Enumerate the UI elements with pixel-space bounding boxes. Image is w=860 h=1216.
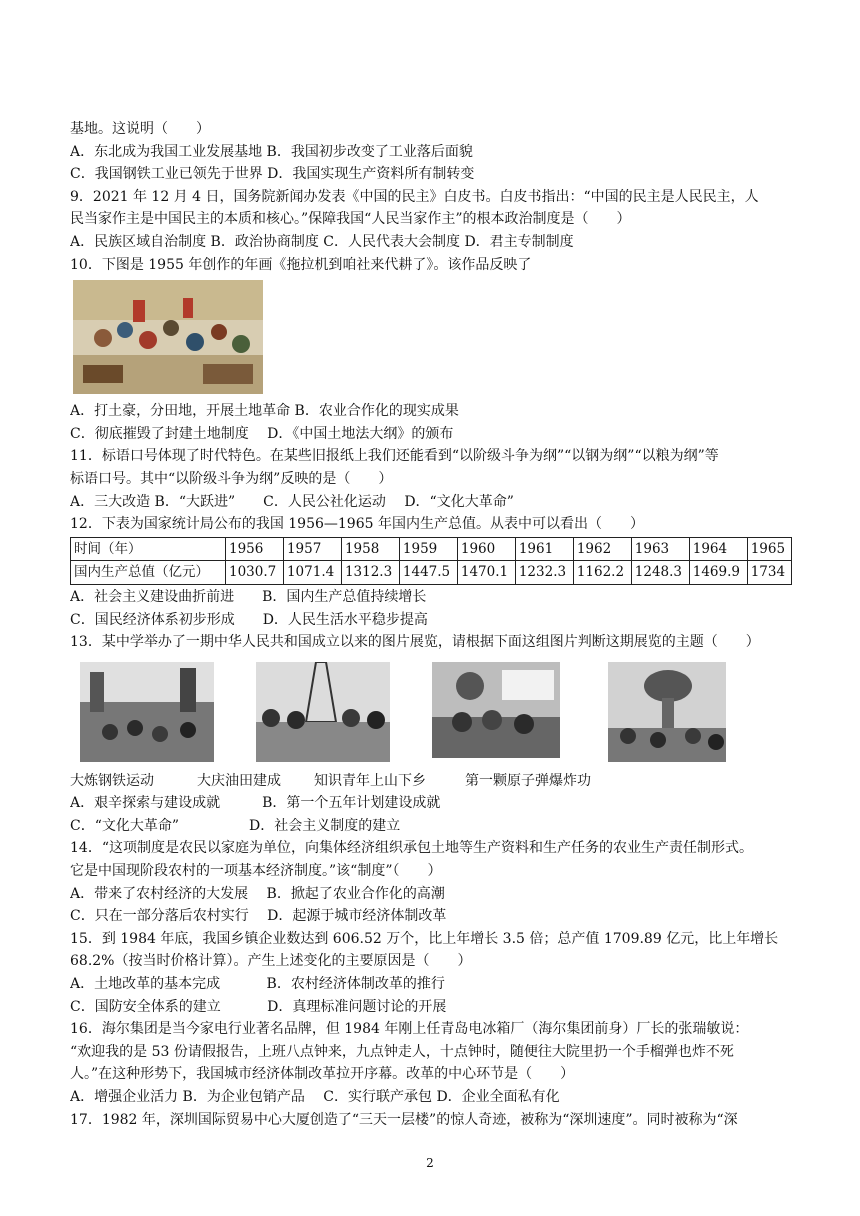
q12-stem: 12．下表为国家统计局公布的我国 1956—1965 年国内生产总值。从表中可以看出（ ） (70, 516, 644, 533)
page-number: 2 (426, 1156, 434, 1170)
q13-stem: 13．某中学举办了一期中华人民共和国成立以来的图片展览，请根据下面这组图片判断这期展览的主题（ ） (70, 634, 760, 651)
table-cell: 1958 (341, 537, 399, 561)
q10-option-ab: A．打土豪，分田地，开展土地革命 B．农业合作化的现实成果 (70, 403, 459, 420)
q16-options: A．增强企业活力 B．为企业包销产品 C．实行联产承包 D．企业全面私有化 (70, 1089, 560, 1105)
steel-campaign-photo (80, 662, 214, 762)
q9-stem-cont: 民当家作主是中国民主的本质和核心。”保障我国“人民当家作主”的根本政治制度是（ ） (70, 211, 631, 228)
table-cell: 1961 (515, 537, 573, 561)
table-cell: 1071.4 (283, 561, 341, 585)
q16-stem-cont: “欢迎我的是 53 份请假报告，上班八点钟来，九点钟走人，十点钟时，随便往大院里扔一个手榴弹也炸不死 (70, 1043, 734, 1060)
q15-option-ab: A．土地改革的基本完成 B．农村经济体制改革的推行 (70, 976, 445, 993)
table-cell: 1030.7 (226, 561, 284, 585)
table-cell: 1960 (457, 537, 515, 561)
q10-stem: 10．下图是 1955 年创作的年画《拖拉机到咱社来代耕了》。该作品反映了 (70, 256, 532, 273)
table-row (71, 537, 792, 561)
exam-page (70, 118, 792, 1131)
table-cell: 1956 (226, 537, 284, 561)
table-row (71, 561, 792, 585)
table-header-gdp: 国内生产总值（亿元） (71, 561, 226, 585)
q13-option-ab: A．艰辛探索与建设成就 B．第一个五年计划建设成就 (70, 795, 441, 812)
q8-continuation: 基地。这说明（ ） (70, 121, 210, 137)
tractor-painting-image (73, 280, 263, 394)
q8-option-cd: C．我国钢铁工业已领先于世界 D．我国实现生产资料所有制转变 (70, 166, 475, 183)
caption-daqing: 大庆油田建成 (197, 772, 281, 789)
q9-stem: 9．2021 年 12 月 4 日，国务院新闻办发表《中国的民主》白皮书。白皮书指出：“中国的民主是人民民主，人 (70, 188, 759, 205)
table-cell: 1312.3 (341, 561, 399, 585)
table-cell: 1447.5 (399, 561, 457, 585)
daqing-oilfield-photo (256, 662, 390, 762)
table-cell: 1962 (573, 537, 631, 561)
q16-stem: 16．海尔集团是当今家电行业著名品牌，但 1984 年刚上任青岛电冰箱厂（海尔集团前身）厂长的张瑞敏说： (70, 1021, 749, 1038)
gdp-table (70, 537, 792, 585)
q15-option-cd: C．国防安全体系的建立 D．真理标准问题讨论的开展 (70, 998, 447, 1015)
q8-option-ab: A．东北成为我国工业发展基地 B．我国初步改变了工业落后面貌 (70, 143, 473, 160)
table-cell: 1232.3 (515, 561, 573, 585)
table-cell: 1965 (747, 537, 791, 561)
q14-stem-cont: 它是中国现阶段农村的一项基本经济制度。”该“制度”（ ） (70, 863, 442, 880)
table-cell: 1162.2 (573, 561, 631, 585)
q11-stem-cont: 标语口号。其中“以阶级斗争为纲”反映的是（ ） (70, 470, 393, 487)
atomic-bomb-photo (608, 662, 726, 762)
table-cell: 1964 (689, 537, 747, 561)
q17-stem: 17．1982 年，深圳国际贸易中心大厦创造了“三天一层楼”的惊人奇迹，被称为“深圳速度”。同时被称为“深 (70, 1111, 738, 1128)
q14-stem: 14．“这项制度是农民以家庭为单位，向集体经济组织承包土地等生产资料和生产任务的农业生产责任制形式。 (70, 840, 753, 857)
table-cell: 1959 (399, 537, 457, 561)
caption-steel: 大炼钢铁运动 (70, 772, 154, 789)
q13-caption-row (70, 770, 792, 793)
q13-option-cd: C．“文化大革命” D．社会主义制度的建立 (70, 817, 401, 834)
table-header-year: 时间（年） (71, 537, 226, 561)
table-cell: 1469.9 (689, 561, 747, 585)
table-cell: 1248.3 (631, 561, 689, 585)
q9-options: A．民族区域自治制度 B．政治协商制度 C．人民代表大会制度 D．君主专制制度 (70, 233, 574, 250)
q12-option-ab: A．社会主义建设曲折前进 B．国内生产总值持续增长 (70, 588, 427, 605)
q10-new-year-painting (73, 280, 263, 394)
q10-option-cd: C．彻底摧毁了封建土地制度 D．《中国土地法大纲》的颁布 (70, 425, 454, 442)
q16-stem-cont2: 人。”在这种形势下，我国城市经济体制改革拉开序幕。改革的中心环节是（ ） (70, 1066, 575, 1083)
table-cell: 1734 (747, 561, 791, 585)
caption-atomic: 第一颗原子弹爆炸功 (465, 772, 591, 789)
q12-option-cd: C．国民经济体系初步形成 D．人民生活水平稳步提高 (70, 611, 428, 628)
q14-option-ab: A．带来了农村经济的大发展 B．掀起了农业合作化的高潮 (70, 885, 445, 902)
q14-option-cd: C．只在一部分落后农村实行 D．起源于城市经济体制改革 (70, 908, 447, 925)
q13-photo-row (70, 662, 792, 770)
q15-stem: 15．到 1984 年底，我国乡镇企业数达到 606.52 万个，比上年增长 3.5 倍；总产值 1709.89 亿元，比上年增长 (70, 930, 779, 947)
q11-stem: 11．标语口号体现了时代特色。在某些旧报纸上我们还能看到“以阶级斗争为纲”“以钢为纲”“以粮为纲”等 (70, 448, 719, 465)
caption-youth: 知识青年上山下乡 (314, 772, 426, 789)
q15-stem-cont: 68.2%（按当时价格计算）。产生上述变化的主要原因是（ ） (70, 953, 472, 970)
q11-options: A．三大改造 B．“大跃进” C．人民公社化运动 D．“文化大革命” (70, 493, 514, 510)
table-cell: 1957 (283, 537, 341, 561)
table-cell: 1470.1 (457, 561, 515, 585)
table-cell: 1963 (631, 537, 689, 561)
youth-countryside-poster (432, 662, 560, 758)
